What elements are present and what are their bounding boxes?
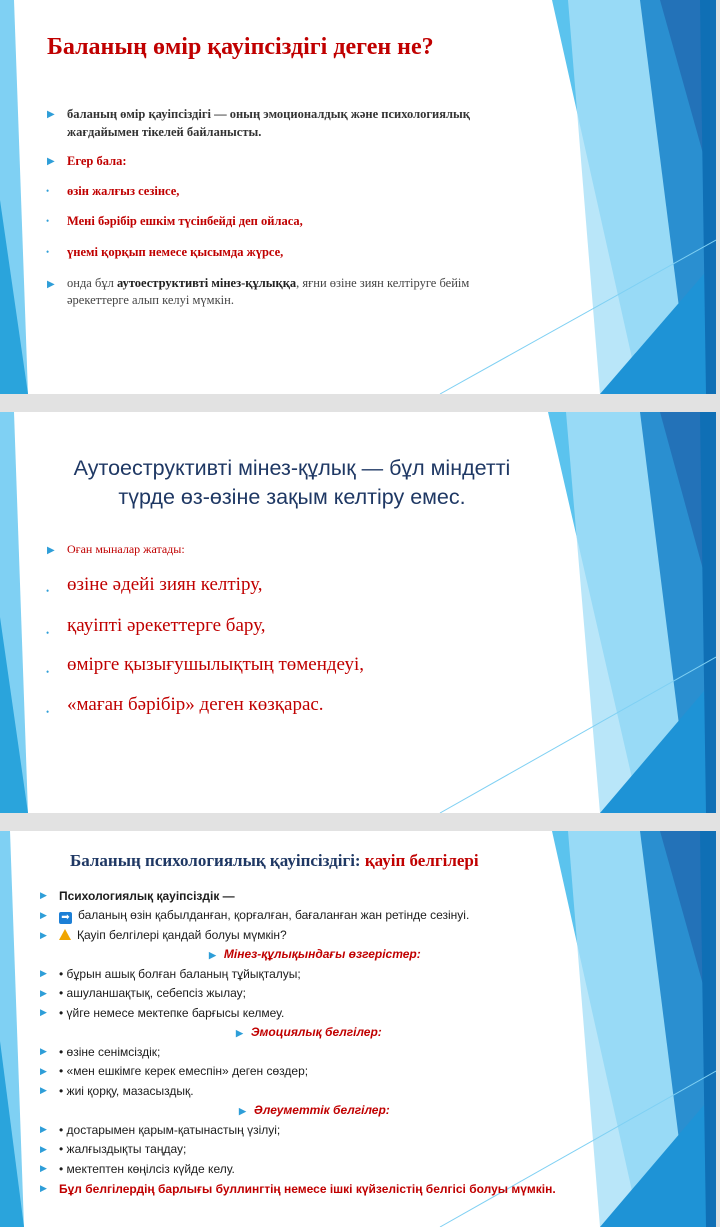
triangle-bullet-icon: ▶	[40, 988, 47, 998]
triangle-bullet-icon: ▶	[40, 910, 47, 920]
condition-text: Егер бала:	[67, 154, 127, 168]
slide-2-lead: Оған мыналар жатады:	[67, 542, 185, 556]
definition-heading: Психологиялық қауіпсіздік —	[59, 889, 235, 903]
section-heading-behavior: ▶ Мінез-құлықындағы өзгерістер:	[209, 947, 421, 961]
behavior-item: өмірге қызығушылықтың төмендеуі,	[67, 654, 365, 675]
conclusion-line-1: онда бұл аутоеструктивті мінез-құлыққа, яғни өзіне зиян келтіруге бейім	[67, 276, 470, 290]
conclusion-text	[67, 275, 469, 309]
section-heading-emotional: ▶ Эмоциялық белгілер:	[236, 1025, 382, 1039]
triangle-bullet-icon: ▶	[40, 1046, 47, 1056]
sign-item: • ашуланшақтық, себепсіз жылау;	[59, 986, 246, 1000]
dot-bullet-icon: •	[46, 586, 50, 596]
triangle-bullet-icon: ▶	[47, 279, 55, 290]
dot-bullet-icon: •	[46, 186, 50, 196]
risk-item: Мені бәрібір ешкім түсінбейді деп ойласа,	[67, 214, 303, 228]
triangle-bullet-icon: ▶	[40, 930, 47, 940]
sign-item: • жалғыздықты таңдау;	[59, 1142, 187, 1156]
right-arrow-box-icon: ➡	[59, 912, 72, 924]
behavior-item: өзіне әдейі зиян келтіру,	[67, 574, 263, 595]
risk-item: үнемі қорқып немесе қысымда жүрсе,	[67, 245, 284, 259]
intro-line-1: баланың өмір қауіпсіздігі — оның эмоционалдық және психологиялық	[67, 107, 470, 121]
triangle-bullet-icon: ▶	[40, 1163, 47, 1173]
sign-item: • бұрын ашық болған баланың тұйықталуы;	[59, 967, 301, 981]
slide-2-title	[28, 454, 556, 512]
slide-2-title-line-2: түрде өз-өзіне зақым келтіру емес.	[118, 485, 466, 509]
triangle-bullet-icon: ▶	[239, 1106, 246, 1116]
sign-item: • өзіне сенімсіздік;	[59, 1045, 161, 1059]
triangle-bullet-icon: ▶	[47, 109, 55, 120]
triangle-bullet-icon: ▶	[40, 968, 47, 978]
triangle-bullet-icon: ▶	[40, 1183, 47, 1193]
sign-item: • «мен ешкімге керек емеспін» деген сөздер;	[59, 1064, 309, 1078]
intro-text	[67, 105, 470, 141]
sign-item: • үйге немесе мектепке барғысы келмеу.	[59, 1006, 285, 1020]
triangle-bullet-icon: ▶	[236, 1028, 243, 1038]
triangle-bullet-icon: ▶	[40, 1124, 47, 1134]
final-warning: Бұл белгілердің барлығы буллингтің немесе ішкі күйзелістің белгісі болуы мүмкін.	[59, 1182, 556, 1196]
dot-bullet-icon: •	[46, 216, 50, 226]
warning-triangle-icon	[59, 929, 71, 940]
dot-bullet-icon: •	[46, 628, 50, 638]
sign-item: • жиі қорқу, мазасыздық.	[59, 1084, 194, 1098]
dot-bullet-icon: •	[46, 667, 50, 677]
behavior-item: қауіпті әрекеттерге бару,	[67, 615, 266, 636]
slide-3-title	[70, 851, 479, 871]
sign-item: • мектептен көңілсіз күйде келу.	[59, 1162, 235, 1176]
slide-3-title-main: Баланың психологиялық қауіпсіздігі:	[70, 851, 365, 870]
triangle-bullet-icon: ▶	[40, 890, 47, 900]
slide-3-title-red: қауіп белгілері	[364, 851, 479, 870]
triangle-bullet-icon: ▶	[40, 1144, 47, 1154]
sign-item: • достарымен қарым-қатынастың үзілуі;	[59, 1123, 281, 1137]
slide-2-title-line-1: Аутоеструктивті мінез-құлық — бұл міндетті	[73, 456, 511, 480]
dot-bullet-icon: •	[46, 707, 50, 717]
intro-line-2: жағдайымен тікелей байланысты.	[67, 125, 262, 139]
triangle-bullet-icon: ▶	[47, 156, 55, 167]
triangle-bullet-icon: ▶	[40, 1085, 47, 1095]
triangle-bullet-icon: ▶	[47, 545, 55, 556]
triangle-bullet-icon: ▶	[40, 1007, 47, 1017]
behavior-item: «маған бәрібір» деген көзқарас.	[67, 694, 324, 715]
signs-question: Қауіп белгілері қандай болуы мүмкін?	[59, 928, 287, 942]
dot-bullet-icon: •	[46, 247, 50, 257]
definition-text: ➡ баланың өзін қабылданған, қорғалған, бағаланған жан ретінде сезінуі.	[59, 908, 469, 924]
section-heading-social: ▶ Әлеуметтік белгілер:	[239, 1103, 390, 1117]
slide-1-title: Баланың өмір қауіпсіздігі деген не?	[47, 34, 434, 60]
slide-3	[0, 831, 716, 1227]
conclusion-line-2: әрекеттерге алып келуі мүмкін.	[67, 293, 234, 307]
triangle-bullet-icon: ▶	[40, 1066, 47, 1076]
risk-item: өзін жалғыз сезінсе,	[67, 184, 180, 198]
slide-1	[0, 0, 716, 394]
slide-2	[0, 412, 716, 813]
triangle-bullet-icon: ▶	[209, 950, 216, 960]
